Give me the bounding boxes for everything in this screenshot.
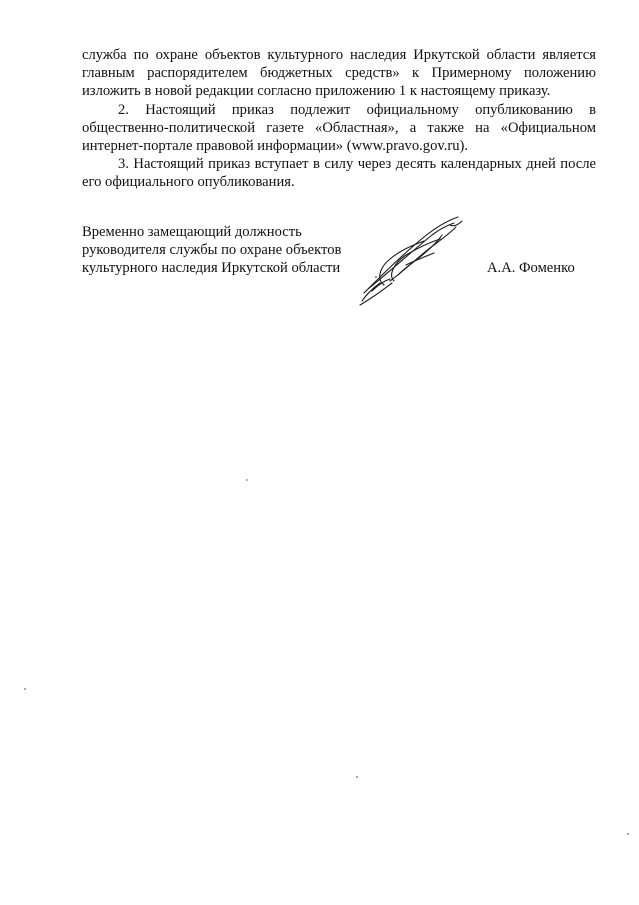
scan-speck [24, 688, 26, 690]
position-line-1: Временно замещающий должность [82, 224, 302, 240]
handwritten-signature [354, 215, 474, 307]
document-body [82, 46, 596, 192]
paragraph-item-3: 3. Настоящий приказ вступает в силу через десять календарных дней после его официального опубликования. [82, 156, 596, 191]
scan-speck [246, 479, 248, 481]
scan-speck [627, 833, 629, 835]
position-line-3: культурного наследия Иркутской области [82, 260, 341, 277]
signature-block [82, 223, 602, 313]
signatory-position [82, 223, 372, 278]
signatory-name: А.А. Фоменко [487, 260, 575, 276]
paragraph-item-2: 2. Настоящий приказ подлежит официальному опубликованию в общественно-политической газете «Областная», а также на «Официальном интернет-портале правовой информации» (www.pravo.gov.ru). [82, 101, 596, 155]
paragraph-continuation: служба по охране объектов культурного наследия Иркутской области является главным распорядителем бюджетных средств» к Примерному положению изложить в новой редакции согласно приложению 1 к настоящему приказу. [82, 47, 596, 100]
scan-speck [356, 776, 358, 778]
position-line-2: руководителя службы по охране объектов [82, 242, 342, 259]
